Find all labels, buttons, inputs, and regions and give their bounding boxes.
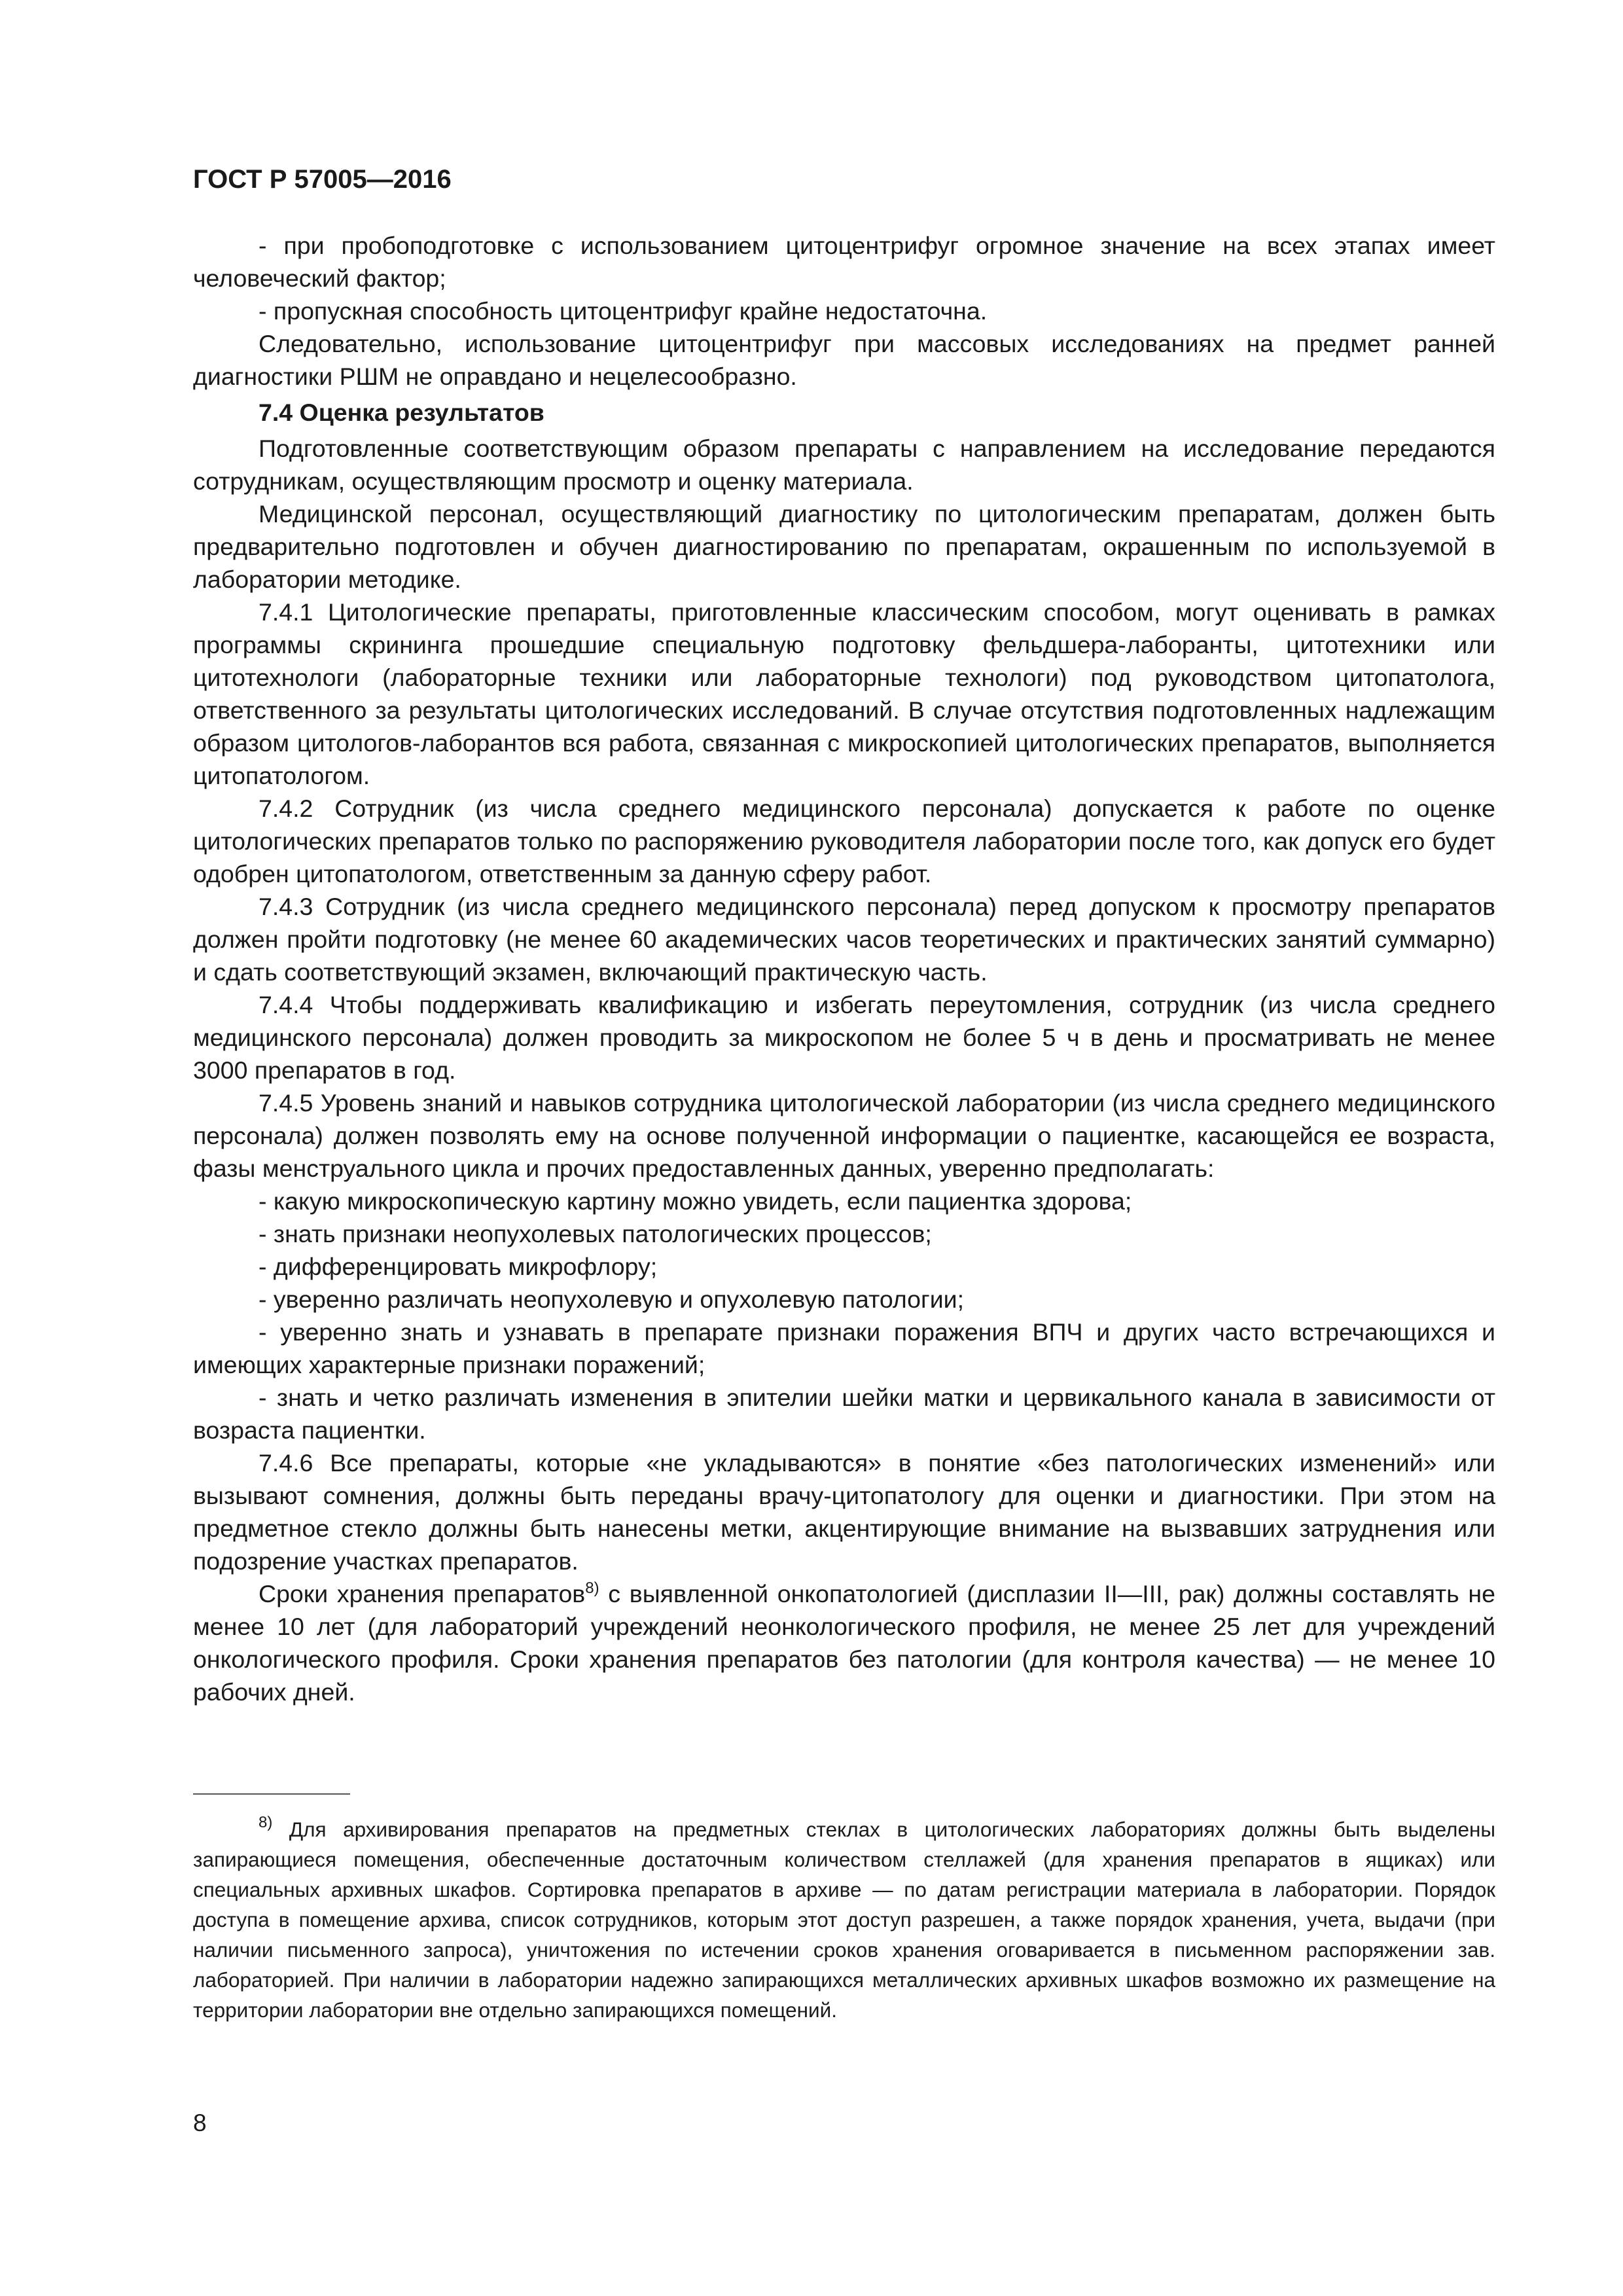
clause-7-4-1: 7.4.1 Цитологические препараты, приготовленные классическим способом, могут оценивать в рамках программы скрининга прошедшие специальную подготовку фельдшера-лаборанты, цитотехники или цитотехнологи (лабораторные техники или лабораторные технологи) под руководством цитопатолога, ответственного за результаты цитологических исследований. В случае отсутствия подготовленных надлежащим образом цитологов-лаборантов вся работа, связанная с микроскопией цитологических препаратов, выполняется цитопатологом. — [193, 598, 1495, 789]
clause-7-4-2: 7.4.2 Сотрудник (из числа среднего медицинского персонала) допускается к работе по оценке цитологических препаратов только по распоряжению руководителя лаборатории после того, как допуск его будет одобрен цитопатологом, ответственным за данную сферу работ. — [193, 795, 1495, 888]
list-item: - знать признаки неопухолевых патологических процессов; — [259, 1220, 932, 1247]
storage-paragraph — [193, 1577, 1495, 1708]
clause-7-4-6: 7.4.6 Все препараты, которые «не укладываются» в понятие «без патологических изменений» или вызывают сомнения, должны быть переданы врачу-цитопатологу для оценки и диагностики. При этом на предметное стекло должны быть нанесены метки, акцентирующие внимание на вызвавших затруднения или подозрение участках препаратов. — [193, 1449, 1495, 1575]
page-number: 8 — [193, 2109, 207, 2136]
list-item-human-factor: - при пробоподготовке с использованием цитоцентрифуг огромное значение на всех этапах имеет человеческий фактор; — [193, 232, 1495, 292]
list-item: - какую микроскопическую картину можно увидеть, если пациентка здорова; — [259, 1187, 1132, 1215]
document-body — [193, 229, 1495, 1708]
section-heading: 7.4 Оценка результатов — [259, 399, 544, 426]
clause-7-4-3: 7.4.3 Сотрудник (из числа среднего медицинского персонала) перед допуском к просмотру препаратов должен пройти подготовку (не менее 60 академических часов теоретических и практических занятий суммарно) и сдать соответствующий экзамен, включающий практическую часть. — [193, 893, 1495, 986]
list-item: - уверенно различать неопухолевую и опухолевую патологии; — [259, 1285, 965, 1313]
list-item-throughput: - пропускная способность цитоцентрифуг крайне недостаточна. — [259, 297, 988, 325]
list-item: - уверенно знать и узнавать в препарате признаки поражения ВПЧ и других часто встречающихся и имеющих характерные признаки поражений; — [193, 1318, 1495, 1378]
clause-7-4-4: 7.4.4 Чтобы поддерживать квалификацию и избегать переутомления, сотрудник (из числа среднего медицинского персонала) должен проводить за микроскопом не более 5 ч в день и просматривать не менее 3000 препаратов в год. — [193, 991, 1495, 1084]
footnote-text: Для архивирования препаратов на предметных стеклах в цитологических лабораториях должны быть выделены запирающиеся помещения, обеспеченные достаточным количеством стеллажей (для хранения препаратов в ящиках) или специальных архивных шкафов. Сортировка препаратов в архиве — по датам регистрации материала в лаборатории. Порядок доступа в помещение архива, список сотрудников, которым этот доступ разрешен, а также порядок хранения, учета, выдачи (при наличии письменного запроса), уничтожения по истечении сроков хранения оговаривается в письменном распоряжении зав. лабораторией. При наличии в лаборатории надежно запирающихся металлических архивных шкафов возможно их размещение на территории лаборатории вне отдельно запирающихся помещений. — [193, 1818, 1495, 2022]
footnote-divider — [193, 1793, 350, 1795]
list-item: - знать и четко различать изменения в эпителии шейки матки и цервикального канала в зависимости от возраста пациентки. — [193, 1384, 1495, 1444]
conclusion-paragraph: Следовательно, использование цитоцентрифуг при массовых исследованиях на предмет ранней диагностики РШМ не оправдано и нецелесообразно. — [193, 330, 1495, 390]
footnote-mark: 8) — [259, 1814, 273, 1831]
paragraph: Медицинской персонал, осуществляющий диагностику по цитологическим препаратам, должен быть предварительно подготовлен и обучен диагностированию по препаратам, окрашенным по используемой в лаборатории методике. — [193, 500, 1495, 593]
storage-text-start: Сроки хранения препаратов — [259, 1580, 586, 1607]
clause-7-4-5: 7.4.5 Уровень знаний и навыков сотрудника цитологической лаборатории (из числа среднего медицинского персонала) должен позволять ему на основе полученной информации о пациентке, касающейся ее возраста, фазы менструального цикла и прочих предоставленных данных, уверенно предполагать: — [193, 1089, 1495, 1182]
paragraph: Подготовленные соответствующим образом препараты с направлением на исследование передаются сотрудникам, осуществляющим просмотр и оценку материала. — [193, 435, 1495, 495]
list-item: - дифференцировать микрофлору; — [259, 1253, 658, 1280]
footnote — [193, 1814, 1495, 2025]
footnote-reference[interactable]: 8) — [585, 1579, 599, 1597]
document-header: ГОСТ Р 57005—2016 — [193, 165, 452, 194]
storage-text-end: с выявленной онкопатологией (дисплазии II—III, рак) должны составлять не менее 10 лет (для лабораторий учреждений неонкологического профиля, не менее 25 лет для учреждений онкологического профиля. Сроки хранения препаратов без патологии (для контроля качества) — не менее 10 рабочих дней. — [193, 1580, 1495, 1706]
